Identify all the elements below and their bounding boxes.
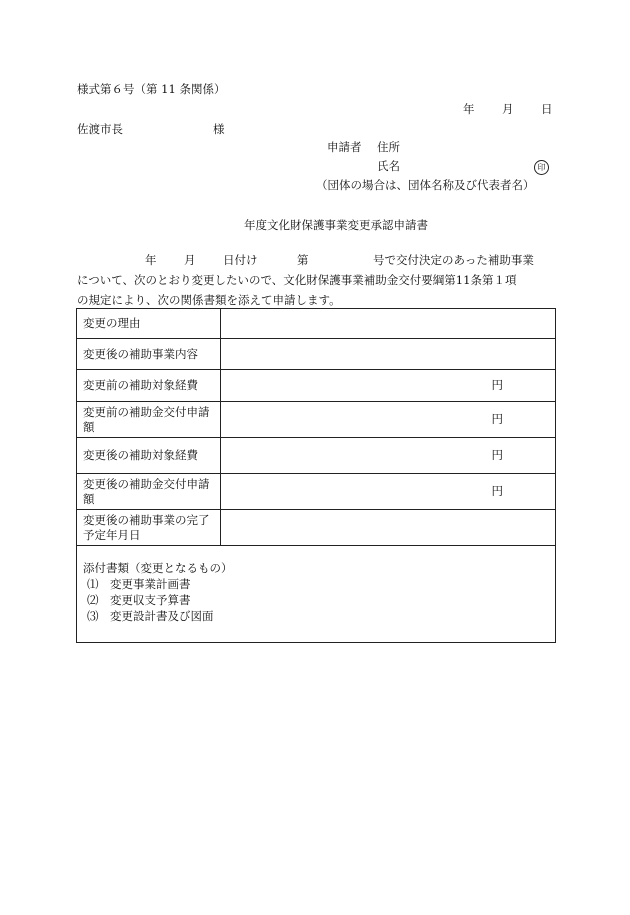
table-row bbox=[77, 438, 556, 474]
table-row bbox=[77, 510, 556, 546]
attachment-item: ⑶ 変更設計書及び図面 bbox=[87, 609, 214, 623]
row-label: 変更後の補助対象経費 bbox=[77, 438, 221, 474]
body-year: 年 bbox=[145, 253, 157, 267]
name-label: 氏名 bbox=[377, 159, 400, 173]
row-label: 変更後の補助金交付申請額 bbox=[77, 474, 221, 510]
attachments-heading: 添付書類（変更となるもの） bbox=[83, 561, 233, 575]
addressee: 佐渡市長 bbox=[77, 122, 123, 136]
row-value: 円 bbox=[221, 402, 556, 438]
row-label: 変更後の補助事業の完了予定年月日 bbox=[77, 510, 221, 546]
row-label: 変更前の補助金交付申請額 bbox=[77, 402, 221, 438]
attachment-item: ⑴ 変更事業計画書 bbox=[87, 577, 191, 591]
row-label: 変更の理由 bbox=[77, 309, 221, 339]
applicant-label: 申請者 bbox=[327, 140, 362, 154]
row-value: 円 bbox=[221, 438, 556, 474]
table-row bbox=[77, 339, 556, 370]
date-day: 日 bbox=[541, 102, 553, 116]
attachments-cell bbox=[77, 546, 556, 643]
table-row bbox=[77, 309, 556, 339]
row-label: 変更後の補助事業内容 bbox=[77, 339, 221, 370]
attachment-item: ⑵ 変更収支予算書 bbox=[87, 593, 191, 607]
body-no-prefix: 第 bbox=[297, 253, 309, 267]
row-value: 円 bbox=[221, 474, 556, 510]
row-value: 円 bbox=[221, 370, 556, 402]
change-details-table bbox=[76, 308, 556, 643]
body-month: 月 bbox=[184, 253, 196, 267]
address-label: 住所 bbox=[377, 140, 400, 154]
row-label: 変更前の補助対象経費 bbox=[77, 370, 221, 402]
row-value bbox=[221, 309, 556, 339]
body-line-2: について、次のとおり変更したいので、文化財保護事業補助金交付要綱第11条第１項 bbox=[77, 273, 517, 287]
date-month: 月 bbox=[502, 102, 514, 116]
attachments-row bbox=[77, 546, 556, 643]
seal-mark bbox=[534, 160, 549, 175]
body-line-3: の規定により、次の関係書類を添えて申請します。 bbox=[77, 293, 341, 307]
document-title: 年度文化財保護事業変更承認申請書 bbox=[244, 218, 428, 232]
row-value bbox=[221, 510, 556, 546]
seal-text: 印 bbox=[534, 160, 549, 175]
body-dated: 日付け bbox=[223, 253, 258, 267]
honorific: 様 bbox=[213, 122, 225, 136]
body-no-suffix: 号で交付決定のあった補助事業 bbox=[373, 253, 534, 267]
applicant-note: （団体の場合は、団体名称及び代表者名） bbox=[316, 178, 535, 192]
body-paragraph bbox=[77, 250, 555, 310]
form-number: 様式第６号（第 11 条関係） bbox=[77, 82, 226, 96]
table-row bbox=[77, 402, 556, 438]
table-row bbox=[77, 474, 556, 510]
table-row bbox=[77, 370, 556, 402]
date-year: 年 bbox=[463, 102, 475, 116]
row-value bbox=[221, 339, 556, 370]
body-line-1 bbox=[77, 250, 555, 270]
